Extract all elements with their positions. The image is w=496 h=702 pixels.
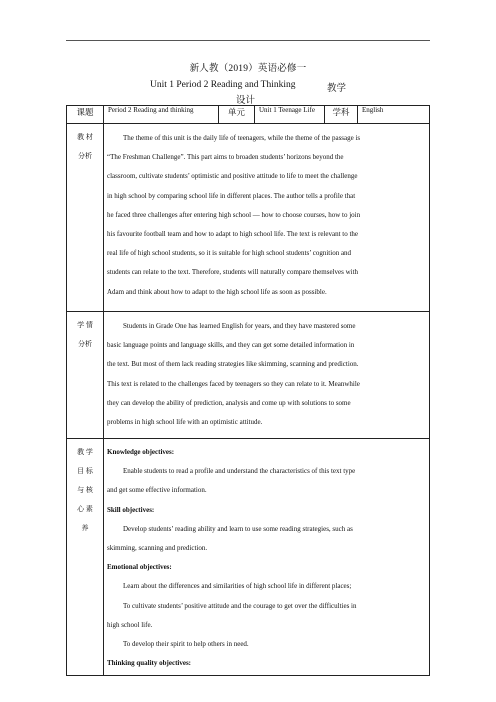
objective-line: To develop their spirit to help others in need. [123, 640, 249, 649]
objective-line: Learn about the differences and similarities of high school life in different places; [123, 582, 352, 591]
objective-line: To cultivate students’ positive attitude and the courage to get over the difficulties in [123, 601, 357, 610]
document-series-title: 新人教（2019）英语必修一 [189, 64, 307, 74]
objective-line: Enable students to read a profile and understand the characteristics of this text type [123, 467, 356, 476]
objective-line: Develop students’ reading ability and learn to use some reading strategies, such as [123, 524, 353, 533]
objectives-text [104, 439, 430, 676]
paragraph-line: students can relate to the text. Therefore, students will naturally compare themselves with [107, 268, 359, 277]
paragraph-line: This text is related to the challenges faced by teenagers so they can relate to it. Meanwhile [107, 379, 360, 388]
student-analysis-label: 学 情 分析 [67, 312, 104, 439]
unit-label: 单元 [219, 106, 255, 124]
student-analysis-text [104, 312, 430, 439]
subject-label: 学科 [325, 106, 358, 124]
document-title: Unit 1 Period 2 Reading and Thinking [150, 80, 296, 90]
skill-objectives-heading: Skill objectives: [107, 505, 155, 514]
objectives-label: 教 学 目 标 与 核 心 素 养 [67, 439, 104, 676]
paragraph-line: Adam and think about how to adapt to the high school life as soon as possible. [107, 287, 327, 296]
paragraph-line: his favourite football team and how to adapt to high school life. The text is relevant to the [107, 230, 359, 239]
subject-value: English [358, 106, 430, 124]
paragraph-line: “The Freshman Challenge”. This part aims to broaden students’ horizons beyond the [107, 153, 344, 162]
material-analysis-label: 教 材 分析 [67, 124, 104, 312]
paragraph-line: problems in high school life with an optimistic attitude. [107, 418, 263, 427]
document-title-suffix: 教学 [327, 84, 347, 94]
unit-value: Unit 1 Teenage Life [255, 106, 325, 124]
topic-value: Period 2 Reading and thinking [104, 106, 219, 124]
knowledge-objectives-heading: Knowledge objectives: [107, 448, 175, 456]
lesson-plan-table [66, 105, 430, 676]
objective-line: high school life. [107, 620, 153, 629]
objective-line: and get some effective information. [107, 486, 207, 495]
paragraph-line: he faced three challenges after entering high school — how to choose courses, how to join [107, 210, 361, 219]
paragraph-line: classroom, cultivate students’ optimistic and positive attitude to life to meet the challenge [107, 172, 358, 181]
topic-label: 课题 [67, 106, 104, 124]
document-title-continued: 设计 [236, 96, 256, 106]
paragraph-line: basic language points and language skills, and they can get some detailed information in [107, 341, 355, 350]
emotional-objectives-heading: Emotional objectives: [107, 563, 172, 572]
student-analysis-row [67, 312, 430, 439]
thinking-objectives-heading: Thinking quality objectives: [107, 659, 192, 668]
paragraph-line: the text. But most of them lack reading strategies like skimming, scanning and prediction. [107, 360, 359, 369]
header-rule [66, 40, 430, 41]
paragraph-line: The theme of this unit is the daily life of teenagers, while the theme of the passage is [123, 134, 361, 142]
paragraph-line: real life of high school students, so it is suitable for high school students’ cognition and [107, 249, 352, 258]
paragraph-line: in high school by comparing school life in different places. The author tells a profile that [107, 191, 356, 200]
paragraph-line: Students in Grade One has learned English for years, and they have mastered some [123, 322, 356, 330]
paragraph-line: they can develop the ability of prediction, analysis and come up with solutions to some [107, 398, 351, 407]
objectives-row [67, 439, 430, 676]
table-header-row [67, 106, 430, 124]
objective-line: skimming, scanning and prediction. [107, 544, 208, 553]
material-analysis-text [104, 124, 430, 312]
material-analysis-row [67, 124, 430, 312]
